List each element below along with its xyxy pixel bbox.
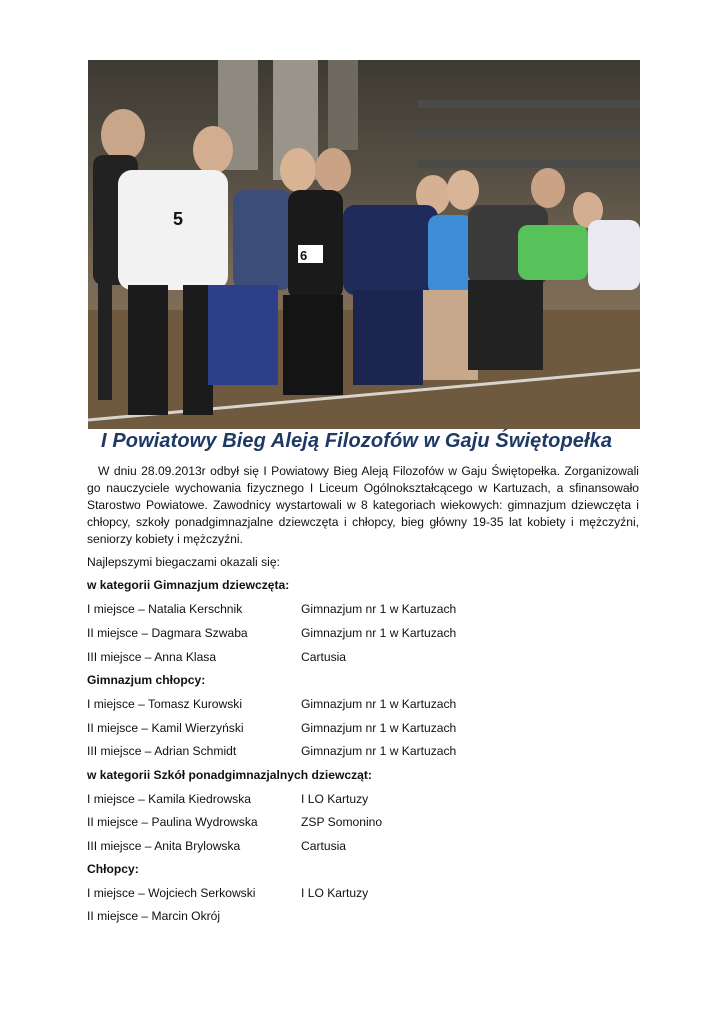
result-school: Cartusia bbox=[301, 839, 347, 853]
result-place: II miejsce – Dagmara Szwaba bbox=[87, 626, 248, 640]
result-place: I miejsce – Kamila Kiedrowska bbox=[87, 792, 251, 806]
intro-paragraph bbox=[87, 463, 639, 548]
svg-text:6: 6 bbox=[300, 248, 308, 263]
result-place: II miejsce – Marcin Okrój bbox=[87, 909, 221, 923]
article-title: I Powiatowy Bieg Aleją Filozofów w Gaju Świętopełka bbox=[101, 430, 613, 452]
result-place: III miejsce – Anita Brylowska bbox=[87, 839, 241, 853]
section-heading: w kategorii Gimnazjum dziewczęta: bbox=[87, 578, 290, 592]
section-heading: Gimnazjum chłopcy: bbox=[87, 673, 206, 687]
section-heading: w kategorii Szkół ponadgimnazjalnych dziewcząt: bbox=[87, 768, 372, 782]
intro-text: W dniu 28.09.2013r odbył się I Powiatowy Bieg Aleją Filozofów w Gaju Świętopełka. Zorganizowali go nauczyciele wychowania fizycznego I Liceum Ogólnokształcącego w Kartuzach, a sfinansowało Starostwo Powiatowe. Zawodnicy wystartowali w 8 kategoriach wiekowych: gimnazjum dziewczęta i chłopcy, szkoły ponadgimnazjalne dziewczęta i chłopcy, bieg główny 19-35 lat kobiety i mężczyźni, seniorzy kobiety i mężczyźni. bbox=[87, 464, 639, 546]
result-place: III miejsce – Adrian Schmidt bbox=[87, 744, 237, 758]
svg-text:5: 5 bbox=[173, 209, 184, 229]
result-school: Gimnazjum nr 1 w Kartuzach bbox=[301, 626, 457, 640]
result-school: Gimnazjum nr 1 w Kartuzach bbox=[301, 602, 457, 616]
result-place: II miejsce – Kamil Wierzyński bbox=[87, 721, 244, 735]
result-school: I LO Kartuzy bbox=[301, 792, 369, 806]
result-place: II miejsce – Paulina Wydrowska bbox=[87, 815, 258, 829]
result-school: Cartusia bbox=[301, 650, 347, 664]
section-heading: Chłopcy: bbox=[87, 862, 139, 876]
result-school: Gimnazjum nr 1 w Kartuzach bbox=[301, 721, 457, 735]
result-school: ZSP Somonino bbox=[301, 815, 383, 829]
best-label: Najlepszymi biegaczami okazali się: bbox=[87, 555, 280, 569]
result-place: I miejsce – Natalia Kerschnik bbox=[87, 602, 243, 616]
result-school: Gimnazjum nr 1 w Kartuzach bbox=[301, 697, 457, 711]
result-place: I miejsce – Wojciech Serkowski bbox=[87, 886, 256, 900]
result-school: I LO Kartuzy bbox=[301, 886, 369, 900]
runners-start-photo-icon bbox=[88, 60, 640, 429]
result-school: Gimnazjum nr 1 w Kartuzach bbox=[301, 744, 457, 758]
runners-start-photo bbox=[88, 60, 640, 429]
result-place: I miejsce – Tomasz Kurowski bbox=[87, 697, 243, 711]
result-place: III miejsce – Anna Klasa bbox=[87, 650, 217, 664]
